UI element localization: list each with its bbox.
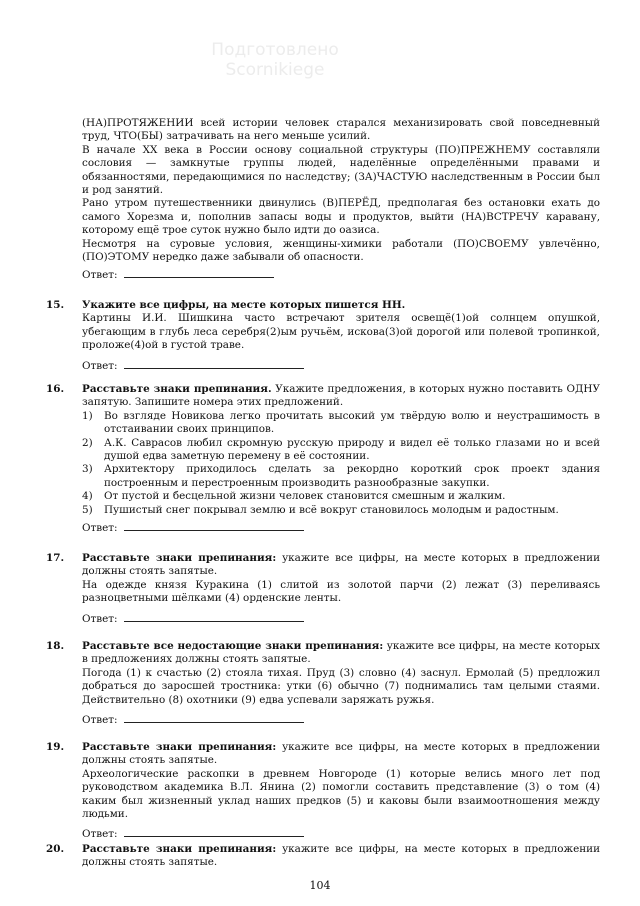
page-number: 104 [309, 879, 331, 892]
answer-label: Ответ: [82, 269, 118, 282]
answer-line[interactable] [124, 267, 274, 278]
answer-label: Ответ: [82, 714, 118, 727]
answer-row [82, 520, 600, 535]
option-item [82, 504, 600, 517]
answer-row [82, 712, 600, 727]
answer-label: Ответ: [82, 612, 118, 625]
question-14-continuation [82, 117, 600, 283]
watermark-line: Подготовлено [211, 40, 339, 60]
option-text: Пушистый снег покрывал землю и всё вокруг становилось молодым и радостным. [104, 503, 559, 516]
question-20 [82, 843, 600, 870]
question-text: Погода (1) к счастью (2) стояла тихая. Пруд (3) словно (4) заснул. Ермолай (5) предложил добраться до заросшей тростника: утки (6) обычно (7) поднимались там целыми стаями. Действительно (8) охотники (9) едва успевали заряжать ружья. [82, 666, 600, 706]
option-text: Во взгляде Новикова легко прочитать высокий ум твёрдую волю и неустрашимость в отстаивании своих принципов. [104, 409, 600, 436]
question-instruction: Укажите все цифры, на месте которых пишется НН. [82, 299, 406, 311]
answer-line[interactable] [124, 826, 304, 837]
question-text: Картины И.И. Шишкина часто встречают зрителя освещё(1)ой солнцем опушкой, убегающим в глубь леса серебря(2)ым ручьём, искова(3)ой дорогой или полевой тропинкой, проложе(4)ой в густой траве. [82, 312, 600, 352]
option-number: 5) [82, 503, 93, 516]
question-instruction: Укажите предложения, в которых нужно поставить ОДНУ запятую. Запишите номера этих предложений. [82, 383, 600, 409]
question-lead: Расставьте знаки препинания: [82, 843, 277, 855]
answer-row [82, 826, 600, 841]
question-number: 17. [46, 552, 65, 564]
answer-row [82, 358, 600, 373]
question-number: 19. [46, 741, 65, 753]
question-instruction: укажите все цифры, на месте которых в предложении должны стоять запятые. [82, 741, 600, 767]
question-17 [82, 552, 600, 626]
question-instruction: укажите все цифры, на месте которых в предложении должны стоять запятые. [82, 552, 600, 578]
option-number: 2) [82, 436, 93, 449]
answer-line[interactable] [124, 712, 304, 723]
answer-line[interactable] [124, 358, 304, 369]
option-item [82, 490, 600, 503]
question-text: Археологические раскопки в древнем Новгороде (1) которые велись много лет под руководством академика В.Л. Янина (2) помогли составить представление (3) о том (4) каким был жизненный уклад наших предков (5) и каковы были взаимоотношения между людьми. [82, 767, 600, 821]
answer-label: Ответ: [82, 359, 118, 372]
answer-line[interactable] [124, 520, 304, 531]
watermark-line: Scornikiege [225, 60, 325, 80]
question-15 [82, 299, 600, 373]
question-lead: Расставьте знаки препинания: [82, 741, 277, 753]
answer-label: Ответ: [82, 828, 118, 841]
question-number: 16. [46, 383, 65, 395]
question-instruction: укажите все цифры, на месте которых в предложениях должны стоять запятые. [82, 640, 600, 666]
sentence-paragraph: Несмотря на суровые условия, женщины-химики работали (ПО)СВОЕМУ увлечённо, (ПО)ЭТОМУ нередко даже забывали об опасности. [82, 237, 600, 264]
question-number: 20. [46, 843, 65, 855]
sentence-paragraph: Рано утром путешественники двинулись (В)ПЕРЁД, предполагая без остановки ехать до самого Хорезма и, пополнив запасы воды и продуктов, выйти (НА)ВСТРЕЧУ каравану, которому ещё трое суток нужно было идти до оазиса. [82, 197, 600, 237]
option-text: А.К. Саврасов любил скромную русскую природу и видел её только глазами но и всей душой едва заметную перемену в её состоянии. [104, 436, 600, 463]
option-number: 4) [82, 490, 93, 503]
question-19 [82, 741, 600, 842]
question-lead: Расставьте все недостающие знаки препинания: [82, 640, 384, 652]
answer-label: Ответ: [82, 522, 118, 535]
option-text: Архитектору приходилось сделать за рекордно короткий срок проект здания построенным и перестроенным производить разнообразные закупки. [104, 463, 600, 489]
sentence-paragraph: В начале XX века в России основу социальной структуры (ПО)ПРЕЖНЕМУ составляли сословия — замкнутые группы людей, наделённые определёнными правами и обязанностями, передающимися по наследству; (ЗА)ЧАСТУЮ наследственным в России был и род занятий. [82, 143, 600, 197]
question-lead: Расставьте знаки препинания. [82, 383, 272, 395]
option-text: От пустой и бесцельной жизни человек становится смешным и жалким. [104, 490, 506, 503]
option-item [82, 410, 600, 437]
option-number: 3) [82, 463, 93, 476]
question-lead: Расставьте знаки препинания: [82, 552, 277, 564]
answer-row [82, 267, 600, 282]
answer-row [82, 611, 600, 626]
question-text: На одежде князя Куракина (1) слитой из золотой парчи (2) лежат (3) переливаясь разноцветными шёлками (4) орденские ленты. [82, 578, 600, 605]
option-item [82, 463, 600, 490]
question-number: 18. [46, 640, 65, 652]
sentence-paragraph: (НА)ПРОТЯЖЕНИИ всей истории человек старался механизировать свой повседневный труд, ЧТО(БЫ) затрачивать на него меньше усилий. [82, 117, 600, 143]
option-item [82, 437, 600, 464]
option-number: 1) [82, 409, 93, 422]
question-instruction: укажите все цифры, на месте которых в предложении должны стоять запятые. [82, 843, 600, 869]
answer-line[interactable] [124, 611, 304, 622]
question-16 [82, 383, 600, 535]
question-18 [82, 640, 600, 727]
question-number: 15. [46, 299, 65, 311]
